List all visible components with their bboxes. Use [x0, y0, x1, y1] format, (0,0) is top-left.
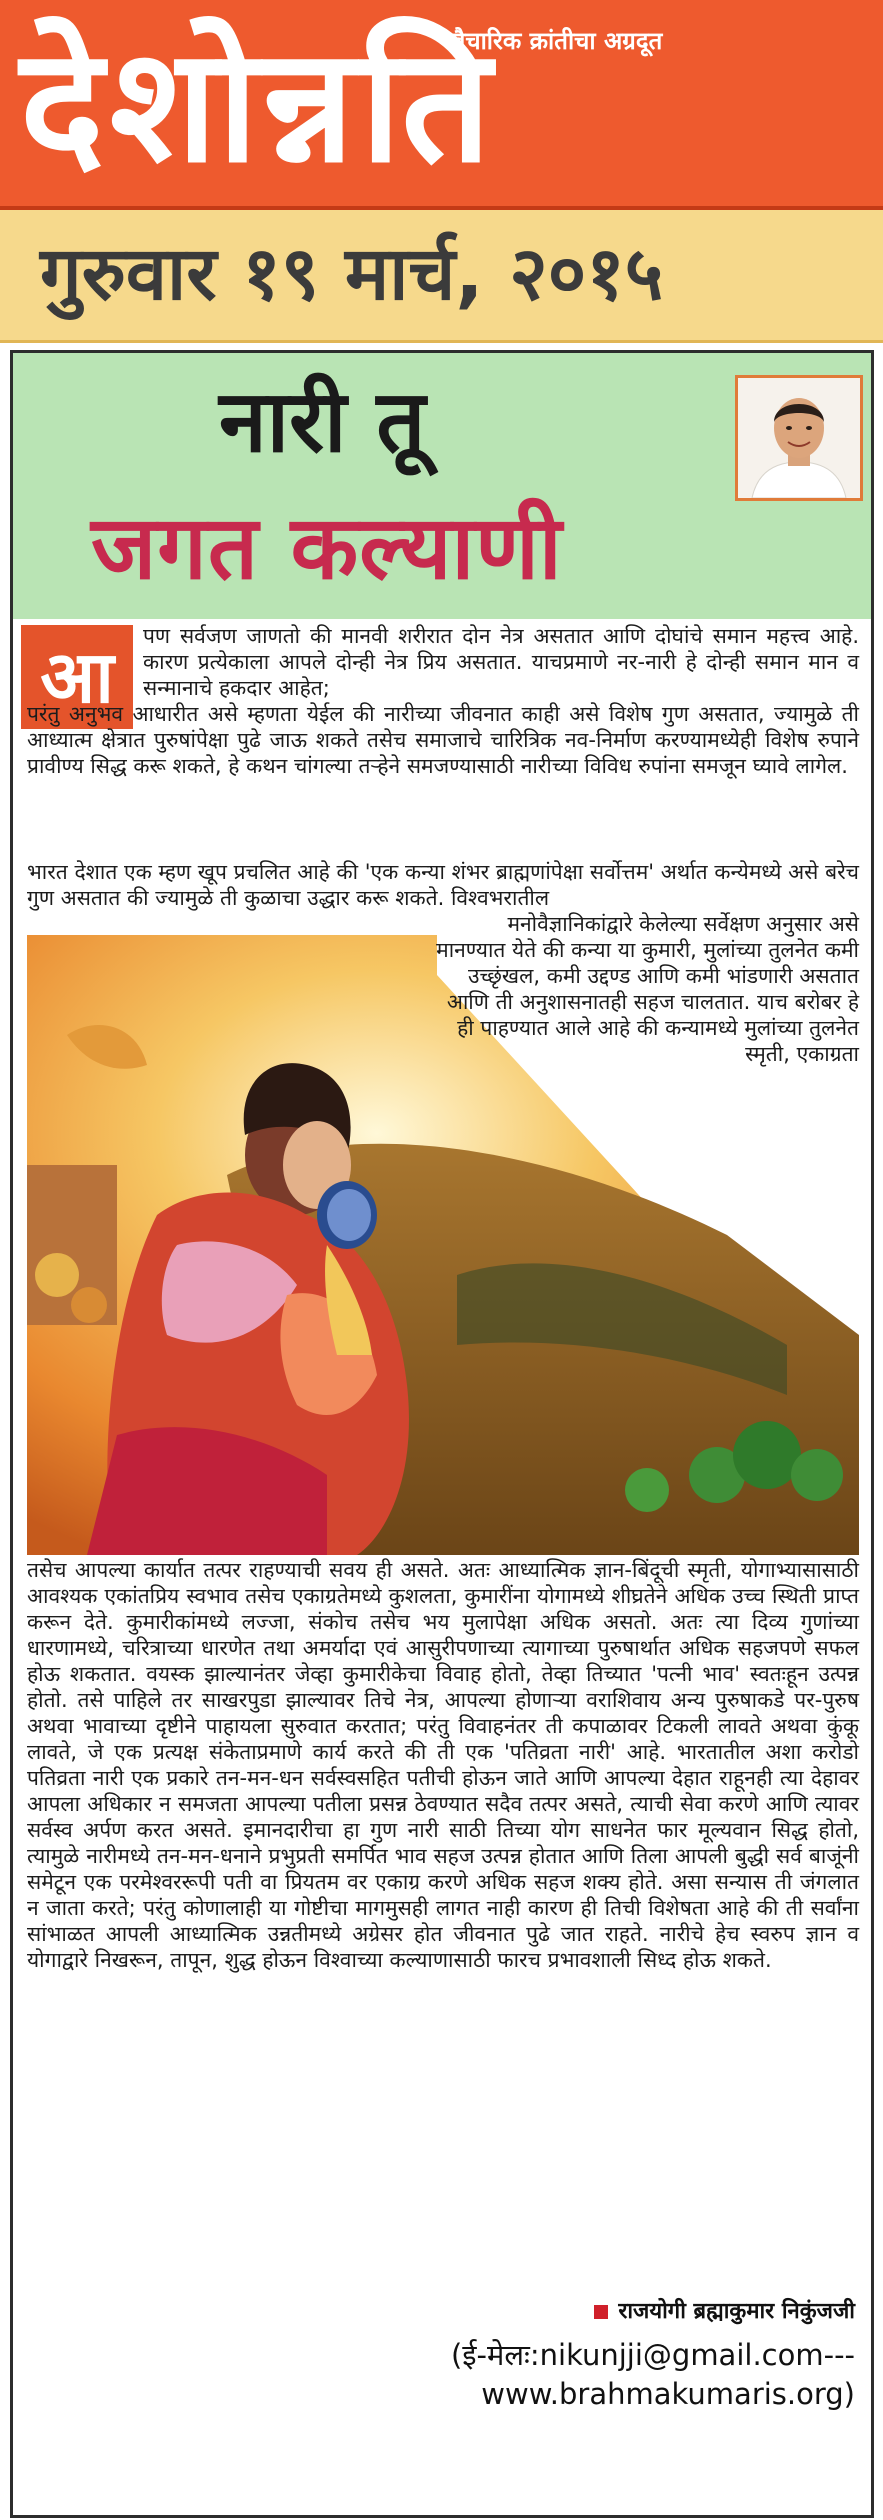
headline-line-1: नारी तू — [219, 371, 426, 472]
newspaper-tagline: वैचारिक क्रांतीचा अग्रदूत — [452, 27, 663, 55]
byline — [27, 2291, 859, 2409]
headline-area — [13, 353, 871, 619]
author-portrait-image — [738, 378, 860, 498]
author-name: राजयोगी ब्रह्माकुमार निकुंजजी — [618, 2299, 855, 2324]
drop-cap: आ — [21, 625, 133, 729]
newspaper-title: देशोन्नति — [20, 13, 498, 198]
article — [10, 350, 874, 2518]
paragraph-3: मनोवैज्ञानिकांद्वारे केलेल्या सर्वेक्षण अनुसार असे मानण्यात येते की कन्या या कुमारी, मुलांच्या तुलनेत कमी उच्छृंखल, कमी उद्दण्ड आणि कमी भांडणारी असतात आणि ती अनुशासनातही सहज चालतात. याच बरोबर हे ही पाहण्यात आले आहे की कन्यामध्ये मुलांच्या तुलनेत स्मृती, एकाग्रता — [436, 912, 859, 1066]
paragraph-1-rest: परंतु अनुभव आधारीत असे म्हणता येईल की नारीच्या जीवनात काही असे विशेष गुण असतात, ज्यामुळे ती आध्यात्म क्षेत्रात पुरुषांपेक्षा पुढे जाऊ शकते तसेच समाजाचे चारित्रिक नव-निर्माण करण्यामध्येही विशेष रुपाने प्रावीण्य सिद्ध करू शकते, हे कथन चांगल्या तऱ्हेने समजण्यासाठी नारीच्या विविध रुपांना समजून घ्यावे लागेल. — [27, 702, 859, 778]
issue-date: गुरुवार १९ मार्च, २०१५ — [40, 231, 664, 317]
paragraph-4: तसेच आपल्या कार्यात तत्पर राहण्याची सवय ही असते. अतः आध्यात्मिक ज्ञान-बिंदूची स्मृती, योगाभ्यासासाठी आवश्यक एकांतप्रिय स्वभाव तसेच एकाग्रतेमध्ये कुशलता, कुमारींना योगामध्ये शीघ्रतेने अधिक उच्च स्थिती प्राप्त करून देते. कुमारीकांमध्ये लज्जा, संकोच तसेच भय मुलापेक्षा अधिक असतो. अतः त्या दिव्य गुणांच्या धारणामध्ये, चरित्राच्या धारणेत तथा अमर्यादा एवं आसुरीपणाच्या त्यागाच्या पुरुषार्थात अधिक सहजपणे सफल होऊ शकतात. वयस्क झाल्यानंतर जेव्हा कुमारीकेचा विवाह होतो, तेव्हा तिच्यात 'पत्नी भाव' स्वतःहून उत्पन्न होतो. तसे पाहिले तर साखरपुडा झाल्यावर तिचे नेत्र, आपल्या होणाऱ्या वराशिवाय अन्य पुरुषाकडे पर-पुरुष अथवा भावाच्या दृष्टीने पाहायला सुरुवात करतात; परंतु विवाहनंतर ती कपाळावर टिकली लावते अथवा कुंकू लावते, जे एक प्रत्यक्ष संकेताप्रमाणे कार्य करते की ती एक 'पतिव्रता नारी' आहे. भारतातील अशा करोडो पतिव्रता नारी एक प्रकारे तन-मन-धन सर्वस्वसहित पतीची होऊन जाते आणि आपल्या देहात राहूनही त्या देहावर आपला अधिकार न समजता आपल्या पतीला प्रसन्न ठेवण्यात सदैव तत्पर असते, त्याची सेवा करणे आणि त्यावर सर्वस्व अर्पण करत असते. इमानदारीचा हा गुण नारी साठी तिच्या योग साधनेत फार मूल्यवान सिद्ध होतो, त्यामुळे नारीमध्ये तन-मन-धनाने प्रभुप्रती समर्पित भाव सहज उत्पन्न होतात आणि तिला आपली बुद्धी सर्व बाजूंनी समेटून एक परमेश्वररूपी पती वा प्रियतम वर एकाग्र करणे अधिक सहज शक्य होते. असा सन्यास ती जंगलात न जाता करते; परंतु कोणालाही या गोष्टीचा मागमुसही लागत नाही कारण ही तिची विशेषता आहे की ती सर्वांना सांभाळत आपली आध्यात्मिक उन्नतीमध्ये अग्रेसर होत जीवनात पुढे जात राहते. नारीचे हेच स्वरुप ज्ञान व योगाद्वारे निखरून, तापून, शुद्ध होऊन विश्वाच्या कल्याणासाठी फारच प्रभावशाली सिध्द होऊ शकते. — [27, 1558, 859, 1972]
paragraph-1-start: पण सर्वजण जाणतो की मानवी शरीरात दोन नेत्र असतात आणि दोघांचे समान महत्त्व आहे. कारण प्रत्येकाला आपले दोन्ही नेत्र प्रिय असतात. याचप्रमाणे नर-नारी हे दोन्ही समान मान व सन्मानाचे हकदार आहेत; — [143, 624, 859, 700]
author-row — [594, 2295, 855, 2325]
headline-line-2: जगत कल्याणी — [91, 496, 563, 599]
author-email: (ई-मेलः:nikunjji@gmail.com--- — [450, 2338, 855, 2372]
author-photo — [735, 375, 863, 501]
author-website: www.brahmakumaris.org) — [481, 2377, 855, 2411]
issue-date-band — [0, 210, 883, 343]
bullet-square-icon — [594, 2305, 608, 2319]
paragraph-2: भारत देशात एक म्हण खूप प्रचलित आहे की 'एक कन्या शंभर ब्राह्मणांपेक्षा सर्वोत्तम' अर्थात कन्येमध्ये असे बरेच गुण असतात की ज्यामुळे ती कुळाचा उद्धार करू शकते. विश्वभरातील — [27, 860, 859, 910]
masthead — [0, 0, 883, 210]
